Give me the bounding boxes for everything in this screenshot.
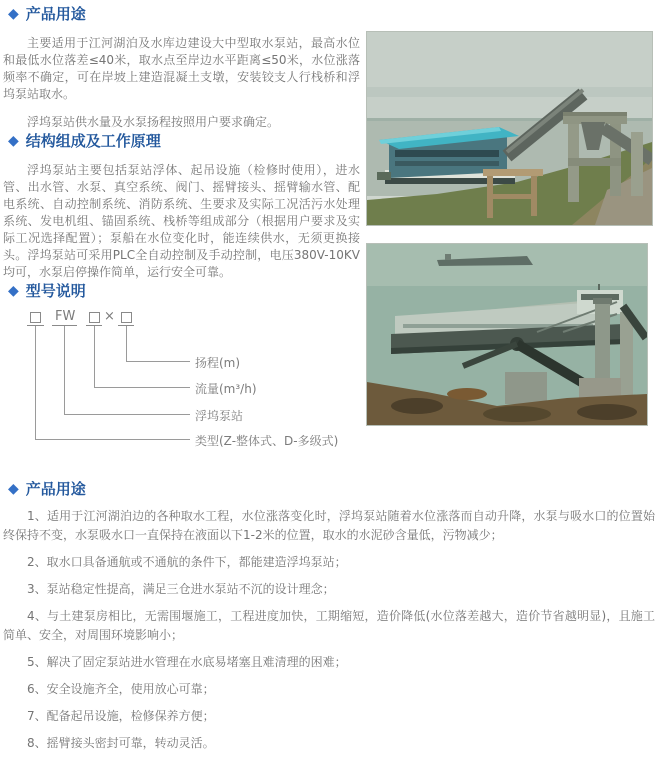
leader-line	[126, 361, 190, 362]
feature-item-2: 2、取水口具备通航或不通航的条件下，都能建造浮坞泵站；	[27, 555, 347, 569]
section-title: 型号说明	[25, 282, 86, 300]
leader-line	[94, 326, 95, 387]
leader-line	[64, 326, 65, 414]
section-title: 产品用途	[25, 5, 86, 23]
feature-item-5: 5、解决了固定泵站进水管理在水底易堵塞且难清理的困难；	[27, 655, 347, 669]
feature-item-1: 1、适用于江河湖泊边的各种取水工程，水位涨落变化时，浮坞泵站随着水位涨落而自动升降，水泵与吸水口的位置始终保持不变，水泵吸水口一直保持在液面以下1-2米的位置，取水的水泥砂含量低，污物减少；	[3, 509, 655, 542]
model-type-box	[30, 312, 41, 323]
usage-paragraph-2: 浮坞泵站供水量及水泵扬程按照用户要求确定。	[27, 115, 280, 129]
leader-line	[126, 326, 127, 361]
model-flow-box	[89, 312, 100, 323]
diamond-bullet-icon: ◆	[8, 481, 19, 497]
label-station: 浮坞泵站	[195, 409, 244, 423]
label-head: 扬程(m)	[195, 356, 241, 370]
structure-paragraph: 浮坞泵站主要包括泵站浮体、起吊设施（检修时使用），进水管、出水管、水泵、真空系统、阀门、摇臂接头、摇臂输水管、配电系统、自动控制系统、消防系统、生要求及实际工况活污水处理系统、发电机组、锚固系统、栈桥等组成部分（根据用户要求及实际工况选择配置）；泵船在水位变化时，能连续供水，无须更换接头。浮坞泵站可采用PLC全自动控制及手动控制，电压380V-10KV均可，水泵启停操作简单，运行安全可靠。	[3, 163, 360, 279]
diamond-bullet-icon: ◆	[8, 283, 19, 299]
label-flow: 流量(m³/h)	[195, 382, 257, 396]
feature-item-6: 6、安全设施齐全，使用放心可靠；	[27, 682, 215, 696]
text-column	[0, 4, 366, 457]
model-prefix: FW	[55, 309, 76, 324]
section-title: 产品用途	[25, 480, 86, 498]
leader-line	[35, 439, 190, 440]
feature-item-3: 3、泵站稳定性提高，满足三仓进水泵站不沉的设计理念；	[27, 582, 335, 596]
leader-line	[94, 387, 190, 388]
feature-item-4: 4、与土建泵房相比，无需围堰施工，工程进度加快，工期缩短，造价降低(水位落差越大，造价节省越明显)，且施工简单、安全，对周围环境影响小；	[3, 609, 655, 642]
label-type: 类型(Z-整体式、D-多级式)	[195, 434, 339, 448]
diamond-bullet-icon: ◆	[8, 133, 19, 149]
pump-station-photo-1	[366, 31, 653, 226]
feature-item-7: 7、配备起吊设施，检修保养方便；	[27, 709, 215, 723]
section-heading-model	[3, 281, 360, 301]
diamond-bullet-icon: ◆	[8, 6, 19, 22]
features-section	[0, 479, 660, 753]
section-heading-usage	[3, 4, 360, 24]
multiply-sign: ×	[104, 309, 115, 324]
photo-column	[366, 4, 660, 457]
section-heading-features	[3, 479, 655, 499]
feature-item-8: 8、摇臂接头密封可靠，转动灵活。	[27, 736, 215, 750]
section-title: 结构组成及工作原理	[25, 132, 161, 150]
leader-line	[64, 414, 190, 415]
section-heading-structure	[3, 131, 360, 151]
pump-station-photo-2	[366, 243, 648, 426]
usage-paragraph-1: 主要适用于江河湖泊及水库边建设大中型取水泵站，最高水位和最低水位落差≤40米，取水点至岸边水平距离≤50米，水位涨落频率不确定，可在岸坡上建造混凝土支墩，安装铰支人行栈桥和浮坞泵站取水。	[3, 36, 360, 101]
model-head-box	[121, 312, 132, 323]
model-code-diagram	[3, 309, 360, 457]
leader-line	[35, 326, 36, 439]
